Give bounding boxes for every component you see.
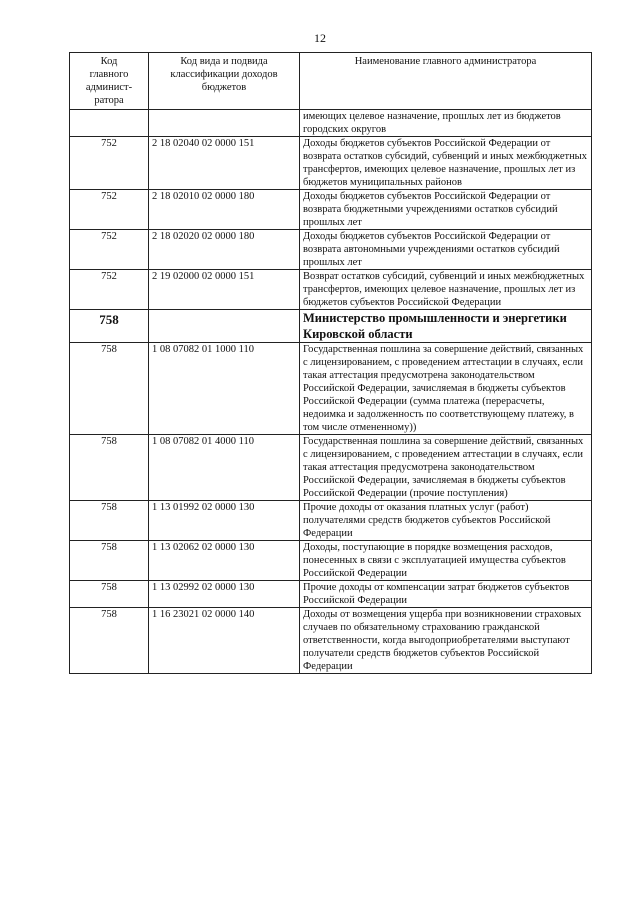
- header-classification-code: Код вида и подвида классификации доходов бюджетов: [149, 53, 300, 110]
- revenue-name-cell: Государственная пошлина за совершение действий, связанных с лицензированием, с проведением аттестации в случаях, если такая аттестация предусмотрена законодательством Российской Федерации, зачисляемая в бюджеты субъектов Российской Федерации (сумма платежа (перерасчеты, недоимка и задолженность по соответствующему платежу, в том числе отмененному)): [300, 343, 592, 435]
- revenue-name-cell: Прочие доходы от оказания платных услуг (работ) получателями средств бюджетов субъектов Российской Федерации: [300, 501, 592, 541]
- header-admin-code: Код главного админист- ратора: [70, 53, 149, 110]
- classification-code-cell: 1 16 23021 02 0000 140: [149, 608, 300, 674]
- table-row: [70, 608, 592, 674]
- revenue-name-cell: имеющих целевое назначение, прошлых лет из бюджетов городских округов: [300, 110, 592, 137]
- classification-code-cell: 2 19 02000 02 0000 151: [149, 270, 300, 310]
- classification-code-cell: 2 18 02020 02 0000 180: [149, 230, 300, 270]
- table-row: [70, 137, 592, 190]
- table-row: [70, 541, 592, 581]
- revenue-name-cell: Прочие доходы от компенсации затрат бюджетов субъектов Российской Федерации: [300, 581, 592, 608]
- classification-code-cell: 1 08 07082 01 1000 110: [149, 343, 300, 435]
- table-header-row: [70, 53, 592, 110]
- header-admin-name: Наименование главного администратора: [300, 53, 592, 110]
- table-row: [70, 581, 592, 608]
- classification-code-cell: 1 13 02992 02 0000 130: [149, 581, 300, 608]
- classification-code-cell: [149, 310, 300, 343]
- admin-code-cell: 758: [70, 435, 149, 501]
- classification-code-cell: 1 13 02062 02 0000 130: [149, 541, 300, 581]
- classification-code-cell: 2 18 02040 02 0000 151: [149, 137, 300, 190]
- classification-code-cell: [149, 110, 300, 137]
- admin-code-cell: 758: [70, 501, 149, 541]
- table-body: [70, 110, 592, 674]
- revenue-name-cell: Доходы бюджетов субъектов Российской Федерации от возврата бюджетными учреждениями остатков субсидий прошлых лет: [300, 190, 592, 230]
- admin-code-cell: 758: [70, 608, 149, 674]
- revenue-name-cell: Доходы бюджетов субъектов Российской Федерации от возврата остатков субсидий, субвенций и иных межбюджетных трансфертов, имеющих целевое назначение, прошлых лет из бюджетов муниципальных районов: [300, 137, 592, 190]
- table-row: [70, 270, 592, 310]
- admin-code-cell: 752: [70, 230, 149, 270]
- admin-code-cell: 752: [70, 137, 149, 190]
- revenue-name-cell: Возврат остатков субсидий, субвенций и иных межбюджетных трансфертов, имеющих целевое назначение, прошлых лет из бюджетов субъектов Российской Федерации: [300, 270, 592, 310]
- table-row: [70, 343, 592, 435]
- admin-code-cell: [70, 110, 149, 137]
- classification-code-cell: 1 13 01992 02 0000 130: [149, 501, 300, 541]
- table-row: [70, 435, 592, 501]
- admin-code-cell: 752: [70, 270, 149, 310]
- revenue-name-cell: Государственная пошлина за совершение действий, связанных с лицензированием, с проведением аттестации в случаях, если такая аттестация предусмотрена законодательством Российской Федерации, зачисляемая в бюджеты субъектов Российской Федерации (прочие поступления): [300, 435, 592, 501]
- revenue-administrators-table: [69, 52, 592, 674]
- section-row: [70, 310, 592, 343]
- admin-code-cell: 758: [70, 581, 149, 608]
- classification-code-cell: 2 18 02010 02 0000 180: [149, 190, 300, 230]
- ministry-name-cell: Министерство промышленности и энергетики Кировской области: [300, 310, 592, 343]
- admin-code-cell: 758: [70, 343, 149, 435]
- table-row: [70, 230, 592, 270]
- admin-code-cell: 758: [70, 310, 149, 343]
- revenue-name-cell: Доходы бюджетов субъектов Российской Федерации от возврата автономными учреждениями остатков субсидий прошлых лет: [300, 230, 592, 270]
- table-row: [70, 110, 592, 137]
- revenue-name-cell: Доходы, поступающие в порядке возмещения расходов, понесенных в связи с эксплуатацией имущества субъектов Российской Федерации: [300, 541, 592, 581]
- page-number: 12: [314, 31, 326, 45]
- classification-code-cell: 1 08 07082 01 4000 110: [149, 435, 300, 501]
- revenue-name-cell: Доходы от возмещения ущерба при возникновении страховых случаев по обязательному страхованию гражданской ответственности, когда выгодоприобретателями выступают получатели средств бюджетов субъектов Российской Федерации: [300, 608, 592, 674]
- table-row: [70, 501, 592, 541]
- table-row: [70, 190, 592, 230]
- admin-code-cell: 758: [70, 541, 149, 581]
- admin-code-cell: 752: [70, 190, 149, 230]
